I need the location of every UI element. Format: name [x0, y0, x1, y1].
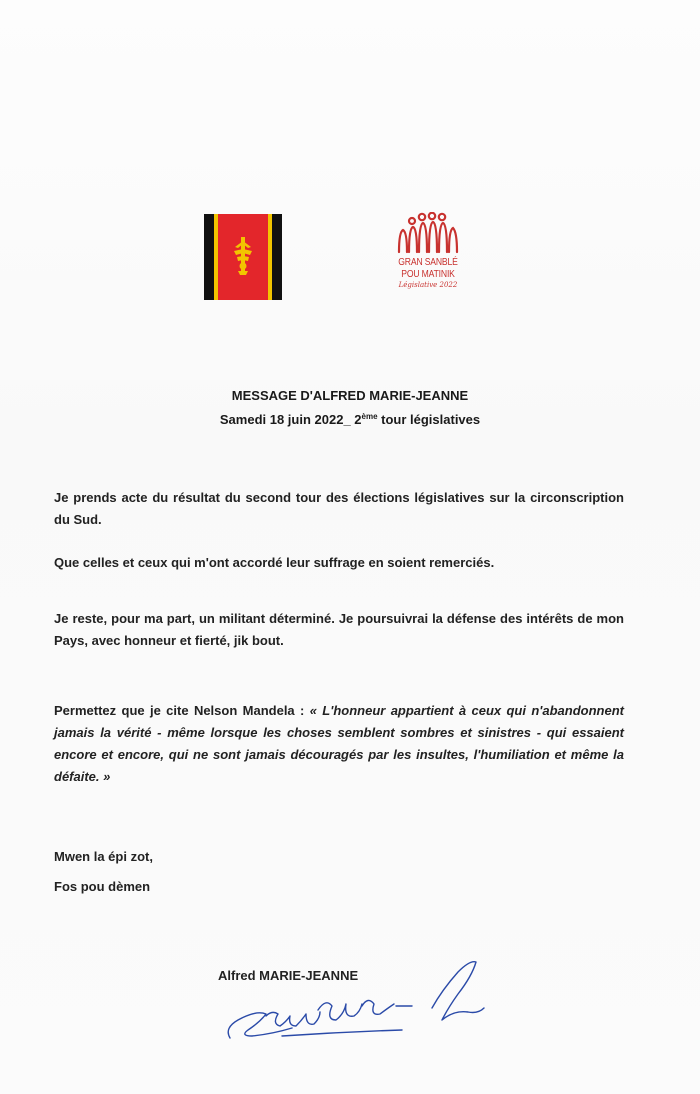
people-figures-icon	[395, 212, 461, 256]
paragraph-3	[54, 700, 624, 788]
party-name-line2: POU MATINIK	[401, 268, 455, 280]
emblem-icon	[230, 235, 256, 279]
paragraph-1-text: Je prends acte du résultat du second tour des élections législatives sur la circonscription du Sud.	[54, 490, 624, 527]
closing-line-1: Mwen la épi zot,	[54, 849, 153, 864]
quote-intro: Permettez que je cite Nelson Mandela :	[54, 703, 310, 718]
paragraph-1b-text: Que celles et ceux qui m'ont accordé leur suffrage en soient remerciés.	[54, 555, 495, 570]
handwritten-signature	[222, 950, 492, 1050]
party-name-line1: GRAN SANBLÉ	[398, 256, 458, 268]
flag-black-stripe	[204, 214, 214, 300]
flag-logo	[204, 214, 282, 300]
flag-black-stripe-right	[272, 214, 282, 300]
flag-red-field	[218, 214, 268, 300]
subtitle-sup: ème	[361, 412, 378, 421]
mandela-quote: « L'honneur appartient à ceux qui n'abandonnent jamais la vérité - même lorsque les choses semblent sombres et sinistres - qui essaient encore et encore, qui ne sont jamais découragés par les insultes, l'humiliation et même la défaite. »	[54, 703, 624, 784]
paragraph-1b	[54, 552, 624, 574]
paragraph-3-text	[54, 700, 624, 788]
closing-line-2: Fos pou dèmen	[54, 879, 151, 894]
subtitle-suffix: tour législatives	[377, 412, 481, 427]
paragraph-1	[54, 487, 624, 531]
party-subtitle: Législative 2022	[398, 281, 458, 289]
subtitle-prefix: Samedi 18 juin 2022_ 2	[219, 412, 362, 427]
signatory-name: Alfred MARIE-JEANNE	[218, 968, 359, 983]
page-title: MESSAGE D'ALFRED MARIE-JEANNE	[231, 388, 469, 403]
paragraph-2	[54, 608, 624, 652]
paragraph-2-text: Je reste, pour ma part, un militant déterminé. Je poursuivrai la défense des intérêts de mon Pays, avec honneur et fierté, jik bout.	[54, 611, 624, 648]
page-subtitle	[0, 412, 700, 427]
party-logo	[378, 212, 478, 312]
